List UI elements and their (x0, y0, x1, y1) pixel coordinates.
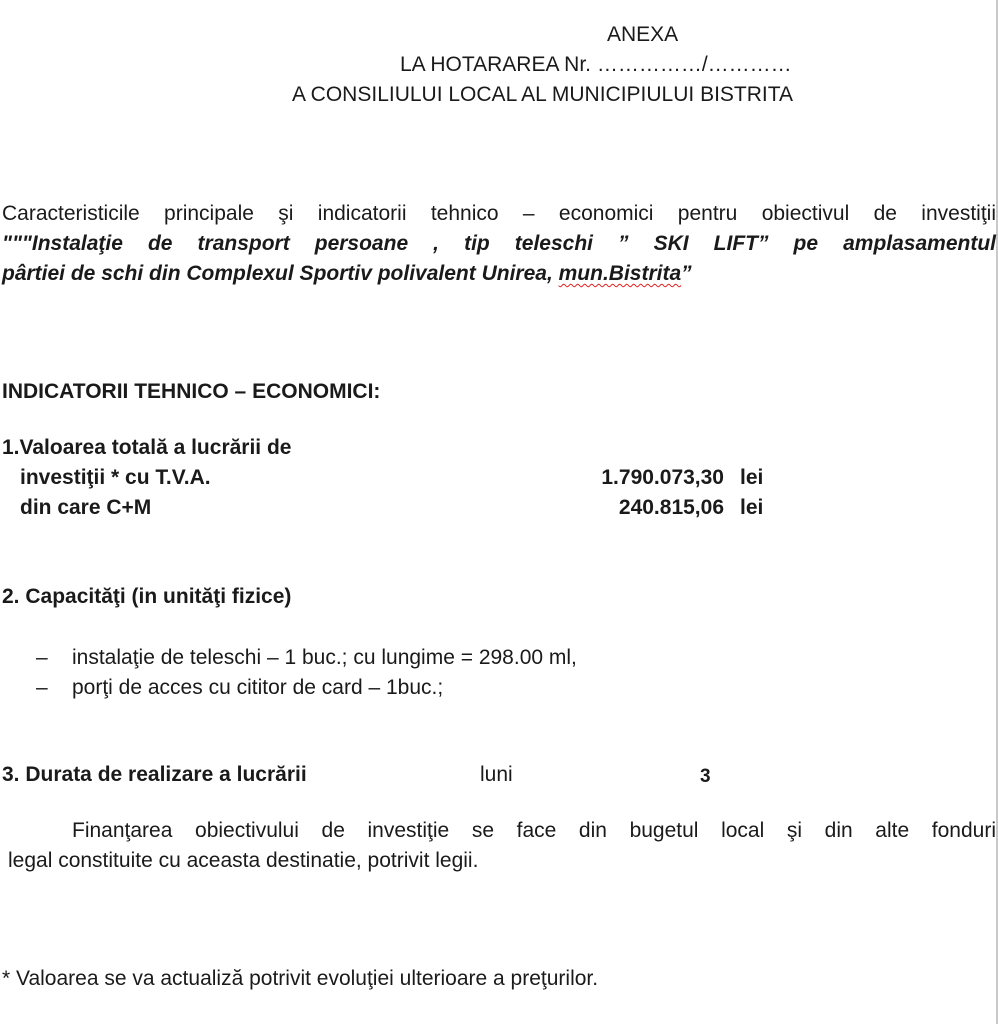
intro-line-2: """Instalaţie de transport persoane , tip teleschi ” SKI LIFT” pe amplasamentul (2, 232, 996, 255)
cm-value-label: din care C+M (20, 496, 152, 519)
total-value-amount: 1.790.073,30 (601, 466, 724, 489)
intro-line-3-text: pârtiei de schi din Complexul Sportiv polivalent Unirea, (2, 262, 559, 285)
annex-title: ANEXA (607, 23, 679, 46)
financing-line-1: Finanţarea obiectivului de investiţie se face din bugetul local şi din alte fonduri (72, 819, 996, 842)
list-bullet: – (36, 646, 48, 669)
duration-title: 3. Durata de realizare a lucrării (2, 763, 307, 786)
cm-value-amount: 240.815,06 (618, 496, 724, 519)
indicators-heading: INDICATORII TEHNICO – ECONOMICI: (2, 380, 381, 403)
list-item: instalaţie de teleschi – 1 buc.; cu lungime = 298.00 ml, (72, 646, 577, 669)
total-value-label: investiţii * cu T.V.A. (20, 466, 211, 489)
duration-value: 3 (700, 766, 711, 787)
duration-unit: luni (480, 763, 513, 786)
intro-line-1: Caracteristicile principale şi indicatorii tehnico – economici pentru obiectivul de investiţii (2, 202, 996, 225)
list-bullet: – (36, 676, 48, 699)
intro-line-3-end: ” (681, 262, 692, 285)
intro-line-3 (2, 261, 692, 287)
cm-value-unit: lei (740, 496, 764, 519)
decision-number-line: LA HOTARAREA Nr. ……………/………… (400, 53, 792, 76)
spellcheck-word: mun.Bistrita (558, 262, 682, 285)
capacities-title: 2. Capacităţi (in unităţi fizice) (2, 585, 292, 608)
list-item: porţi de acces cu cititor de card – 1buc.; (72, 676, 444, 699)
council-line: A CONSILIULUI LOCAL AL MUNICIPIULUI BISTRITA (292, 83, 794, 106)
total-value-unit: lei (740, 466, 764, 489)
financing-line-2: legal constituite cu aceasta destinatie, potrivit legii. (8, 849, 479, 872)
total-value-title: 1.Valoarea totală a lucrării de (2, 436, 292, 459)
footnote: * Valoarea se va actualiză potrivit evoluţiei ulterioare a preţurilor. (2, 967, 599, 990)
